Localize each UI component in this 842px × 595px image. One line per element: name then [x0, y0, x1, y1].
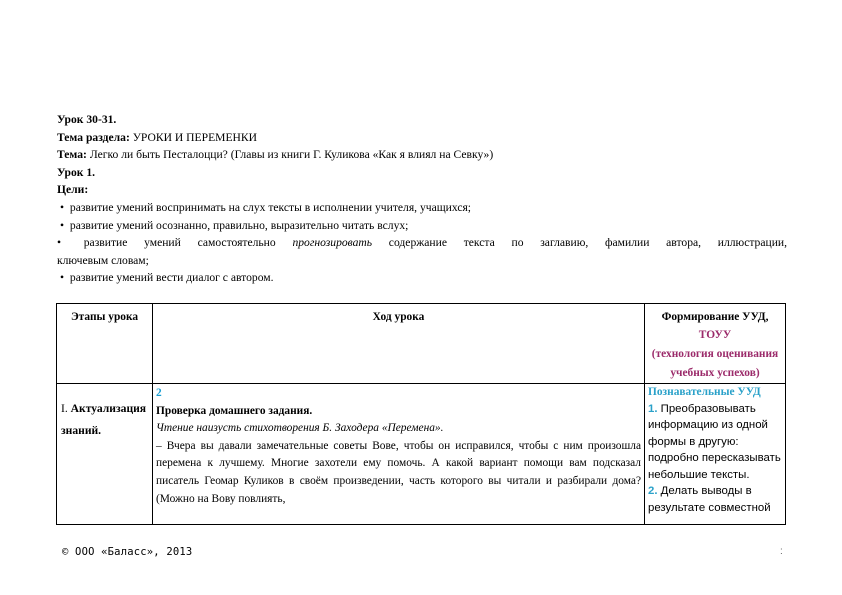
goal-emphasis: прогнозировать	[292, 236, 373, 250]
goal-text: развитие умений самостоятельно	[83, 236, 293, 250]
lesson-table	[56, 303, 786, 525]
uud-toou: ТОУУ	[698, 329, 732, 341]
goal-text-continued: ключевым словам;	[57, 253, 149, 267]
table-header-row	[57, 304, 786, 384]
section-value: УРОКИ И ПЕРЕМЕНКИ	[129, 130, 258, 144]
uud-item-text: Преобразовывать информацию из одной формы в другую: подробно пересказывать небольшие тексты.	[648, 402, 781, 481]
course-paragraph: – Вчера вы давали замечательные советы Вове, чтобы он исправился, чтобы с ним произошла перемена к лучшему. Многие захотели ему помочь. А какой вариант помощи вам подсказал писатель Геомар Куликов в своём произведении, часть которого вы читали и разбирали дома? (Можно на Вову повлиять,	[156, 439, 641, 505]
topic-label: Тема:	[57, 148, 87, 162]
bullet-icon: •	[57, 236, 62, 250]
stage-title: Актуализация знаний.	[61, 402, 147, 437]
uud-title: Формирование УУД,	[661, 311, 769, 323]
lesson-part: Урок 1.	[57, 165, 96, 179]
course-title: Проверка домашнего задания.	[156, 404, 313, 417]
course-activity: Чтение наизусть стихотворения Б. Заходера «Перемена».	[156, 422, 444, 435]
time-minutes: 2	[156, 387, 162, 399]
uud-item-number: 2.	[648, 485, 658, 497]
goal-item	[57, 269, 787, 287]
goals-label: Цели:	[57, 183, 89, 197]
goal-item	[57, 199, 787, 217]
bullet-icon: •	[59, 200, 65, 214]
goal-text: содержание текста по заглавию, фамилии автора, иллюстрации,	[372, 236, 788, 250]
goal-item	[57, 217, 787, 235]
uud-heading: Познавательные УУД	[648, 386, 761, 398]
stage-number: I.	[61, 402, 68, 415]
header-uud	[645, 304, 786, 384]
goal-text: развитие умений осознанно, правильно, выразительно читать вслух;	[69, 218, 409, 232]
lesson-number: Урок 30-31.	[57, 113, 117, 126]
uud-item-text: Делать выводы в результате совместной	[648, 485, 771, 514]
bullet-icon: •	[59, 218, 65, 232]
topic-value: Легко ли быть Песталоцци? (Главы из книги Г. Куликова «Как я влиял на Севку»)	[86, 148, 494, 162]
page-mark: :	[780, 546, 783, 557]
uud-item	[648, 483, 785, 516]
lesson-header	[57, 111, 787, 287]
uud-item	[648, 401, 785, 484]
uud-technology: (технология оценивания учебных успехов)	[651, 348, 779, 379]
uud-item-number: 1.	[648, 402, 658, 415]
course-cell	[153, 384, 645, 525]
table-row	[57, 384, 786, 525]
section-label: Тема раздела:	[57, 130, 130, 144]
stage-cell	[57, 384, 153, 525]
header-stages: Этапы урока	[57, 304, 153, 384]
uud-cell	[645, 384, 786, 525]
goal-text: развитие умений вести диалог с автором.	[69, 271, 274, 285]
goal-item	[57, 234, 787, 269]
copyright-footer: © ООО «Баласс», 2013	[62, 546, 193, 558]
goal-text: развитие умений воспринимать на слух тексты в исполнении учителя, учащихся;	[69, 200, 472, 214]
header-course: Ход урока	[153, 304, 645, 384]
bullet-icon: •	[59, 271, 65, 285]
section-line	[57, 129, 787, 147]
topic-line	[57, 146, 787, 164]
